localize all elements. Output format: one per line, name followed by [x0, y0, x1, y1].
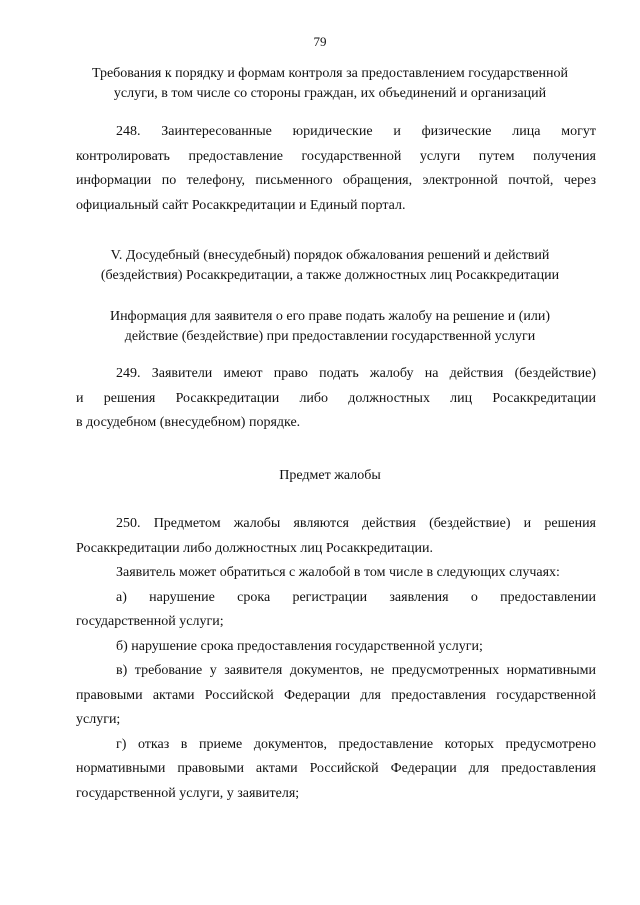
paragraph-248 [76, 120, 596, 218]
list-item-b: б) нарушение срока предоставления государственной услуги; [116, 638, 483, 654]
heading-line: (бездействия) Росаккредитации, а также должностных лиц Росаккредитации [100, 268, 560, 283]
text-line: 249. Заявители имеют право подать жалобу на действия (бездействие) [116, 366, 596, 381]
paragraph-250 [76, 512, 596, 806]
text-line: информации по телефону, письменного обращения, электронной почтой, через [76, 173, 596, 188]
list-item-v: в) требование у заявителя документов, не предусмотренных нормативными [116, 663, 596, 678]
heading-line: Требования к порядку и формам контроля за предоставлением государственной [91, 66, 569, 81]
paragraph-249 [76, 362, 596, 436]
text-line: контролировать предоставление государственной услуги путем получения [76, 148, 596, 164]
heading-line: действие (бездействие) при предоставлении государственной услуги [124, 329, 536, 344]
text-line: нормативными правовыми актами Российской Федерации для предоставления [76, 761, 596, 776]
text-line: государственной услуги; [76, 614, 224, 629]
list-item-g: г) отказ в приеме документов, предоставление которых предусмотрено [116, 736, 596, 752]
list-item-a: а) нарушение срока регистрации заявления о предоставлении [116, 589, 596, 605]
text-line: и решения Росаккредитации либо должностных лиц Росаккредитации [76, 390, 596, 406]
text-line: в досудебном (внесудебном) порядке. [76, 415, 301, 430]
text-line: Заявитель может обратиться с жалобой в том числе в следующих случаях: [116, 565, 560, 580]
text-line: 248. Заинтересованные юридические и физические лица могут [116, 124, 596, 139]
heading-applicant-info [70, 307, 590, 347]
text-line: услуги; [76, 712, 121, 727]
text-line: официальный сайт Росаккредитации и Единый портал. [76, 197, 406, 213]
text-line: государственной услуги, у заявителя; [76, 785, 300, 801]
heading-line: услуги, в том числе со стороны граждан, их объединений и организаций [113, 86, 547, 101]
text-line: 250. Предметом жалобы являются действия (бездействие) и решения [116, 516, 596, 531]
text-line: правовыми актами Российской Федерации для предоставления государственной [76, 687, 596, 703]
heading-control-requirements [70, 64, 590, 104]
heading-line: Предмет жалобы [279, 468, 381, 483]
page-number: 79 [313, 34, 327, 49]
heading-section-v [70, 246, 590, 286]
heading-line: V. Досудебный (внесудебный) порядок обжалования решений и действий [110, 248, 550, 263]
text-line: Росаккредитации либо должностных лиц Росаккредитации. [76, 540, 433, 556]
heading-line: Информация для заявителя о его праве подать жалобу на решение и (или) [109, 309, 551, 324]
heading-complaint-subject [70, 466, 590, 486]
